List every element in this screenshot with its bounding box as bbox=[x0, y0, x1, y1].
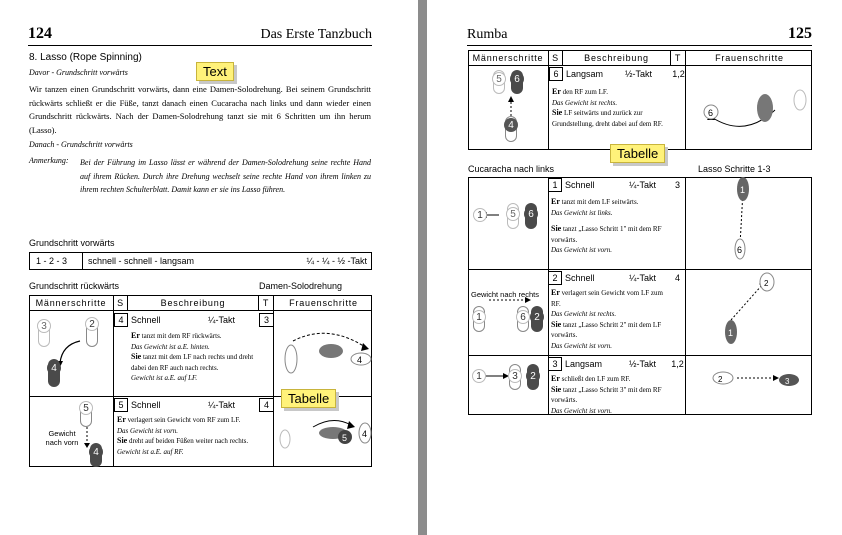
desc-line: schließt den LF zum RF. bbox=[559, 375, 631, 383]
foot-ball-icon: 1 bbox=[473, 208, 487, 222]
desc-note: Das Gewicht ist rechts. bbox=[551, 310, 617, 318]
desc-line: verlagert sein Gewicht vom LF zum RF. bbox=[551, 289, 663, 308]
turn-arrow-icon bbox=[273, 311, 373, 397]
foot-ball-icon: 2 bbox=[85, 317, 99, 331]
step-description bbox=[548, 285, 670, 354]
foot-ball-icon: 2 bbox=[530, 310, 544, 324]
row-desc-cell bbox=[113, 397, 273, 467]
desc-note: Das Gewicht ist links. bbox=[551, 208, 613, 217]
role-sie: Sie bbox=[117, 436, 128, 445]
women-footwork-figure bbox=[685, 270, 813, 356]
solo-turn-label: Damen-Solodrehung bbox=[259, 281, 343, 291]
foot-ball-icon: 5 bbox=[506, 207, 520, 221]
header-women-steps: Frauenschritte bbox=[685, 51, 813, 65]
svg-text:2: 2 bbox=[718, 375, 723, 384]
role-sie: Sie bbox=[551, 224, 562, 233]
svg-text:2: 2 bbox=[764, 279, 769, 288]
desc-line: tanzt mit dem LF nach rechts und dreht dabei den RF auch nach rechts. bbox=[131, 353, 254, 372]
role-er: Er bbox=[551, 288, 560, 297]
desc-note: Das Gewicht ist a.E. hinten. bbox=[131, 342, 210, 351]
step-number: 3 bbox=[548, 357, 562, 371]
forward-step-box bbox=[29, 252, 372, 270]
chapter-title: Rumba bbox=[467, 27, 508, 42]
lasso-label: Lasso Schritte 1-3 bbox=[698, 164, 771, 174]
step-speed: Schnell bbox=[131, 400, 161, 410]
step-speed: Schnell bbox=[565, 180, 595, 190]
foot-ball-icon: 3 bbox=[37, 319, 51, 333]
desc-line: verlagert sein Gewicht vom RF zum LF. bbox=[125, 416, 241, 424]
forward-label: Grundschritt vorwärts bbox=[29, 238, 115, 248]
desc-note: Gewicht ist a.E. auf RF. bbox=[117, 447, 184, 456]
page-number: 125 bbox=[788, 25, 812, 42]
header-s: S bbox=[548, 51, 562, 65]
table-row bbox=[469, 355, 811, 415]
foot-ball-icon: 6 bbox=[510, 72, 524, 86]
turn-arrow-icon bbox=[685, 66, 813, 151]
foot-ball-icon: 6 bbox=[524, 207, 538, 221]
step-speed: Schnell bbox=[565, 273, 595, 283]
desc-line: LF seitwärts und zurück zur Grundstellung, dreht dabei auf dem RF. bbox=[552, 109, 663, 128]
step-speed: Langsam bbox=[566, 69, 604, 79]
step-number: 4 bbox=[114, 313, 128, 327]
lasso-path-arrow-icon bbox=[685, 270, 813, 356]
step-takt: ½-Takt bbox=[625, 69, 653, 79]
women-footwork-figure bbox=[685, 66, 813, 151]
header-t: T bbox=[258, 296, 273, 310]
cucaracha-label: Cucaracha nach links bbox=[468, 164, 555, 174]
subheading-before: Davor - Grundschritt vorwärts bbox=[29, 68, 128, 77]
callout-text: Text bbox=[196, 62, 234, 81]
callout-table: Tabelle bbox=[610, 144, 665, 163]
step-takt: ¼-Takt bbox=[208, 315, 236, 325]
step-number: 6 bbox=[549, 67, 563, 81]
right-page bbox=[427, 0, 842, 535]
table-row bbox=[30, 310, 371, 396]
step-description bbox=[548, 194, 670, 259]
forward-takt: ¼ - ¼ - ½ -Takt bbox=[306, 256, 367, 266]
step-number: 1 bbox=[548, 178, 562, 192]
step-number: 5 bbox=[114, 398, 128, 412]
desc-note: Das Gewicht ist vorn. bbox=[117, 426, 179, 435]
men-footwork-figure bbox=[469, 177, 548, 269]
book-title: Das Erste Tanzbuch bbox=[260, 27, 372, 42]
foot-ball-icon: 5 bbox=[492, 72, 506, 86]
desc-note: Das Gewicht ist vorn. bbox=[551, 341, 613, 350]
step-description bbox=[549, 84, 671, 132]
page-header bbox=[467, 26, 812, 46]
header-women-steps: Frauenschritte bbox=[273, 296, 373, 310]
header-t: T bbox=[670, 51, 685, 65]
role-sie: Sie bbox=[552, 108, 563, 117]
step-takt: ½-Takt bbox=[629, 359, 657, 369]
callout-table: Tabelle bbox=[281, 389, 336, 408]
note-label: Anmerkung: bbox=[29, 156, 69, 165]
subheading-after: Danach - Grundschritt vorwärts bbox=[29, 140, 133, 149]
men-footwork-figure bbox=[30, 397, 113, 468]
desc-note: Das Gewicht ist vorn. bbox=[551, 406, 613, 415]
step-speed: Langsam bbox=[565, 359, 603, 369]
men-footwork-figure bbox=[30, 311, 113, 397]
step-table bbox=[468, 177, 812, 415]
page-number: 124 bbox=[28, 25, 52, 42]
foot-ball-icon: 3 bbox=[508, 369, 522, 383]
desc-line: den RF zum LF. bbox=[560, 88, 608, 96]
intro-paragraph: Wir tanzen einen Grundschritt vorwärts, dann eine Damen-Solodrehung. Bei seinem Grundschritt rückwärts schließt er die Füße, tanzt danach einen Cucaracha nach links und dann wieder einen Grundschritt rückwärts. Nach der Damen-Solodrehung tanzt sie mit 6 Schritten um ihn herum (Lasso). bbox=[29, 84, 371, 135]
backward-label: Grundschritt rückwärts bbox=[29, 281, 120, 291]
table-row bbox=[469, 177, 811, 269]
step-takt: ¼-Takt bbox=[208, 400, 236, 410]
foot-ball-icon: 4 bbox=[504, 118, 518, 132]
step-count: 3 bbox=[674, 180, 680, 190]
svg-text:5: 5 bbox=[342, 433, 348, 443]
step-takt: ¼-Takt bbox=[629, 180, 657, 190]
foot-ball-icon: 6 bbox=[516, 310, 530, 324]
foot-ball-icon: 1 bbox=[472, 310, 486, 324]
header-s: S bbox=[113, 296, 127, 310]
desc-note: Das Gewicht ist vorn. bbox=[551, 246, 613, 254]
role-er: Er bbox=[551, 374, 560, 383]
step-count: 3 bbox=[259, 313, 274, 327]
desc-note: Das Gewicht ist rechts. bbox=[552, 98, 618, 107]
step-table bbox=[468, 50, 812, 150]
desc-line: tanzt „Lasso Schritt 3" mit dem RF vorwärts. bbox=[551, 385, 662, 404]
desc-line: dreht auf beiden Füßen weiter nach rechts. bbox=[127, 437, 249, 445]
step-count: 1,2 bbox=[671, 359, 684, 369]
role-er: Er bbox=[552, 87, 561, 96]
note-text: Bei der Führung im Lasso lässt er während der Damen-Solodrehung seine rechte Hand auf ihrem Rücken. Durch ihre Drehung wechselt seine rechte Hand von ihrem linken zu ihrem rechten Schulterblatt. Damit kann er sie ins Lasso führen. bbox=[80, 158, 371, 194]
foot-ball-icon: 4 bbox=[89, 445, 103, 459]
svg-text:6: 6 bbox=[737, 245, 743, 255]
step-count: 1,2 bbox=[672, 69, 685, 79]
men-footwork-figure bbox=[469, 356, 548, 416]
step-number: 2 bbox=[548, 271, 562, 285]
role-sie: Sie bbox=[131, 352, 142, 361]
foot-ball-icon: 5 bbox=[79, 401, 93, 415]
role-er: Er bbox=[551, 197, 560, 206]
section-title: 8. Lasso (Rope Spinning) bbox=[29, 52, 142, 63]
women-footwork-figure bbox=[273, 311, 373, 397]
lasso-path-arrow-icon bbox=[685, 177, 813, 269]
step-description bbox=[128, 328, 259, 387]
foot-ball-icon: 2 bbox=[526, 369, 540, 383]
foot-ball-icon: 4 bbox=[47, 361, 61, 375]
lasso-path-arrow-icon bbox=[685, 356, 813, 416]
step-speed: Schnell bbox=[131, 315, 161, 325]
svg-text:4: 4 bbox=[362, 429, 368, 439]
header-men-steps: Männerschritte bbox=[472, 53, 544, 63]
table-row bbox=[469, 65, 811, 150]
page-header bbox=[28, 26, 372, 46]
step-table bbox=[29, 295, 372, 467]
weight-forward-label: Gewicht nach vorn bbox=[45, 429, 79, 447]
women-footwork-figure bbox=[685, 356, 813, 416]
role-sie: Sie bbox=[551, 384, 562, 394]
svg-text:4: 4 bbox=[357, 355, 363, 365]
role-sie: Sie bbox=[551, 319, 562, 329]
desc-line: tanzt mit dem RF rückwärts. bbox=[139, 332, 222, 340]
desc-note: Gewicht ist a.E. auf LF. bbox=[131, 374, 198, 382]
forward-rhythm: schnell - schnell - langsam bbox=[88, 256, 195, 266]
forward-counts: 1 - 2 - 3 bbox=[36, 256, 68, 266]
header-description: Beschreibung bbox=[127, 296, 258, 310]
desc-line: tanzt „Lasso Schritt 2" mit dem LF vorwärts. bbox=[551, 320, 662, 339]
header-men-steps: Männerschritte bbox=[35, 298, 107, 308]
role-er: Er bbox=[117, 415, 126, 424]
step-description bbox=[114, 412, 259, 460]
table-row bbox=[469, 269, 811, 355]
women-footwork-figure bbox=[685, 177, 813, 269]
men-footwork-figure bbox=[469, 66, 548, 151]
men-footwork-figure bbox=[469, 270, 548, 356]
svg-text:1: 1 bbox=[728, 328, 734, 338]
step-description bbox=[548, 371, 670, 419]
svg-text:3: 3 bbox=[785, 377, 790, 386]
header-description: Beschreibung bbox=[562, 51, 670, 65]
divider bbox=[82, 253, 83, 269]
role-er: Er bbox=[131, 331, 140, 340]
desc-line: tanzt „Lasso Schritt 1" mit dem RF vorwärts. bbox=[551, 225, 662, 244]
svg-text:6: 6 bbox=[708, 108, 714, 118]
weight-right-label: Gewicht nach rechts bbox=[471, 290, 539, 299]
foot-ball-icon: 1 bbox=[472, 369, 486, 383]
step-count: 4 bbox=[674, 273, 680, 283]
step-takt: ¼-Takt bbox=[629, 273, 657, 283]
step-count: 4 bbox=[259, 398, 274, 412]
svg-text:1: 1 bbox=[740, 185, 746, 195]
desc-line: tanzt mit dem LF seitwärts. bbox=[559, 198, 639, 206]
left-page bbox=[0, 0, 418, 535]
row-desc-cell bbox=[113, 311, 273, 396]
row-desc-cell bbox=[548, 66, 685, 150]
